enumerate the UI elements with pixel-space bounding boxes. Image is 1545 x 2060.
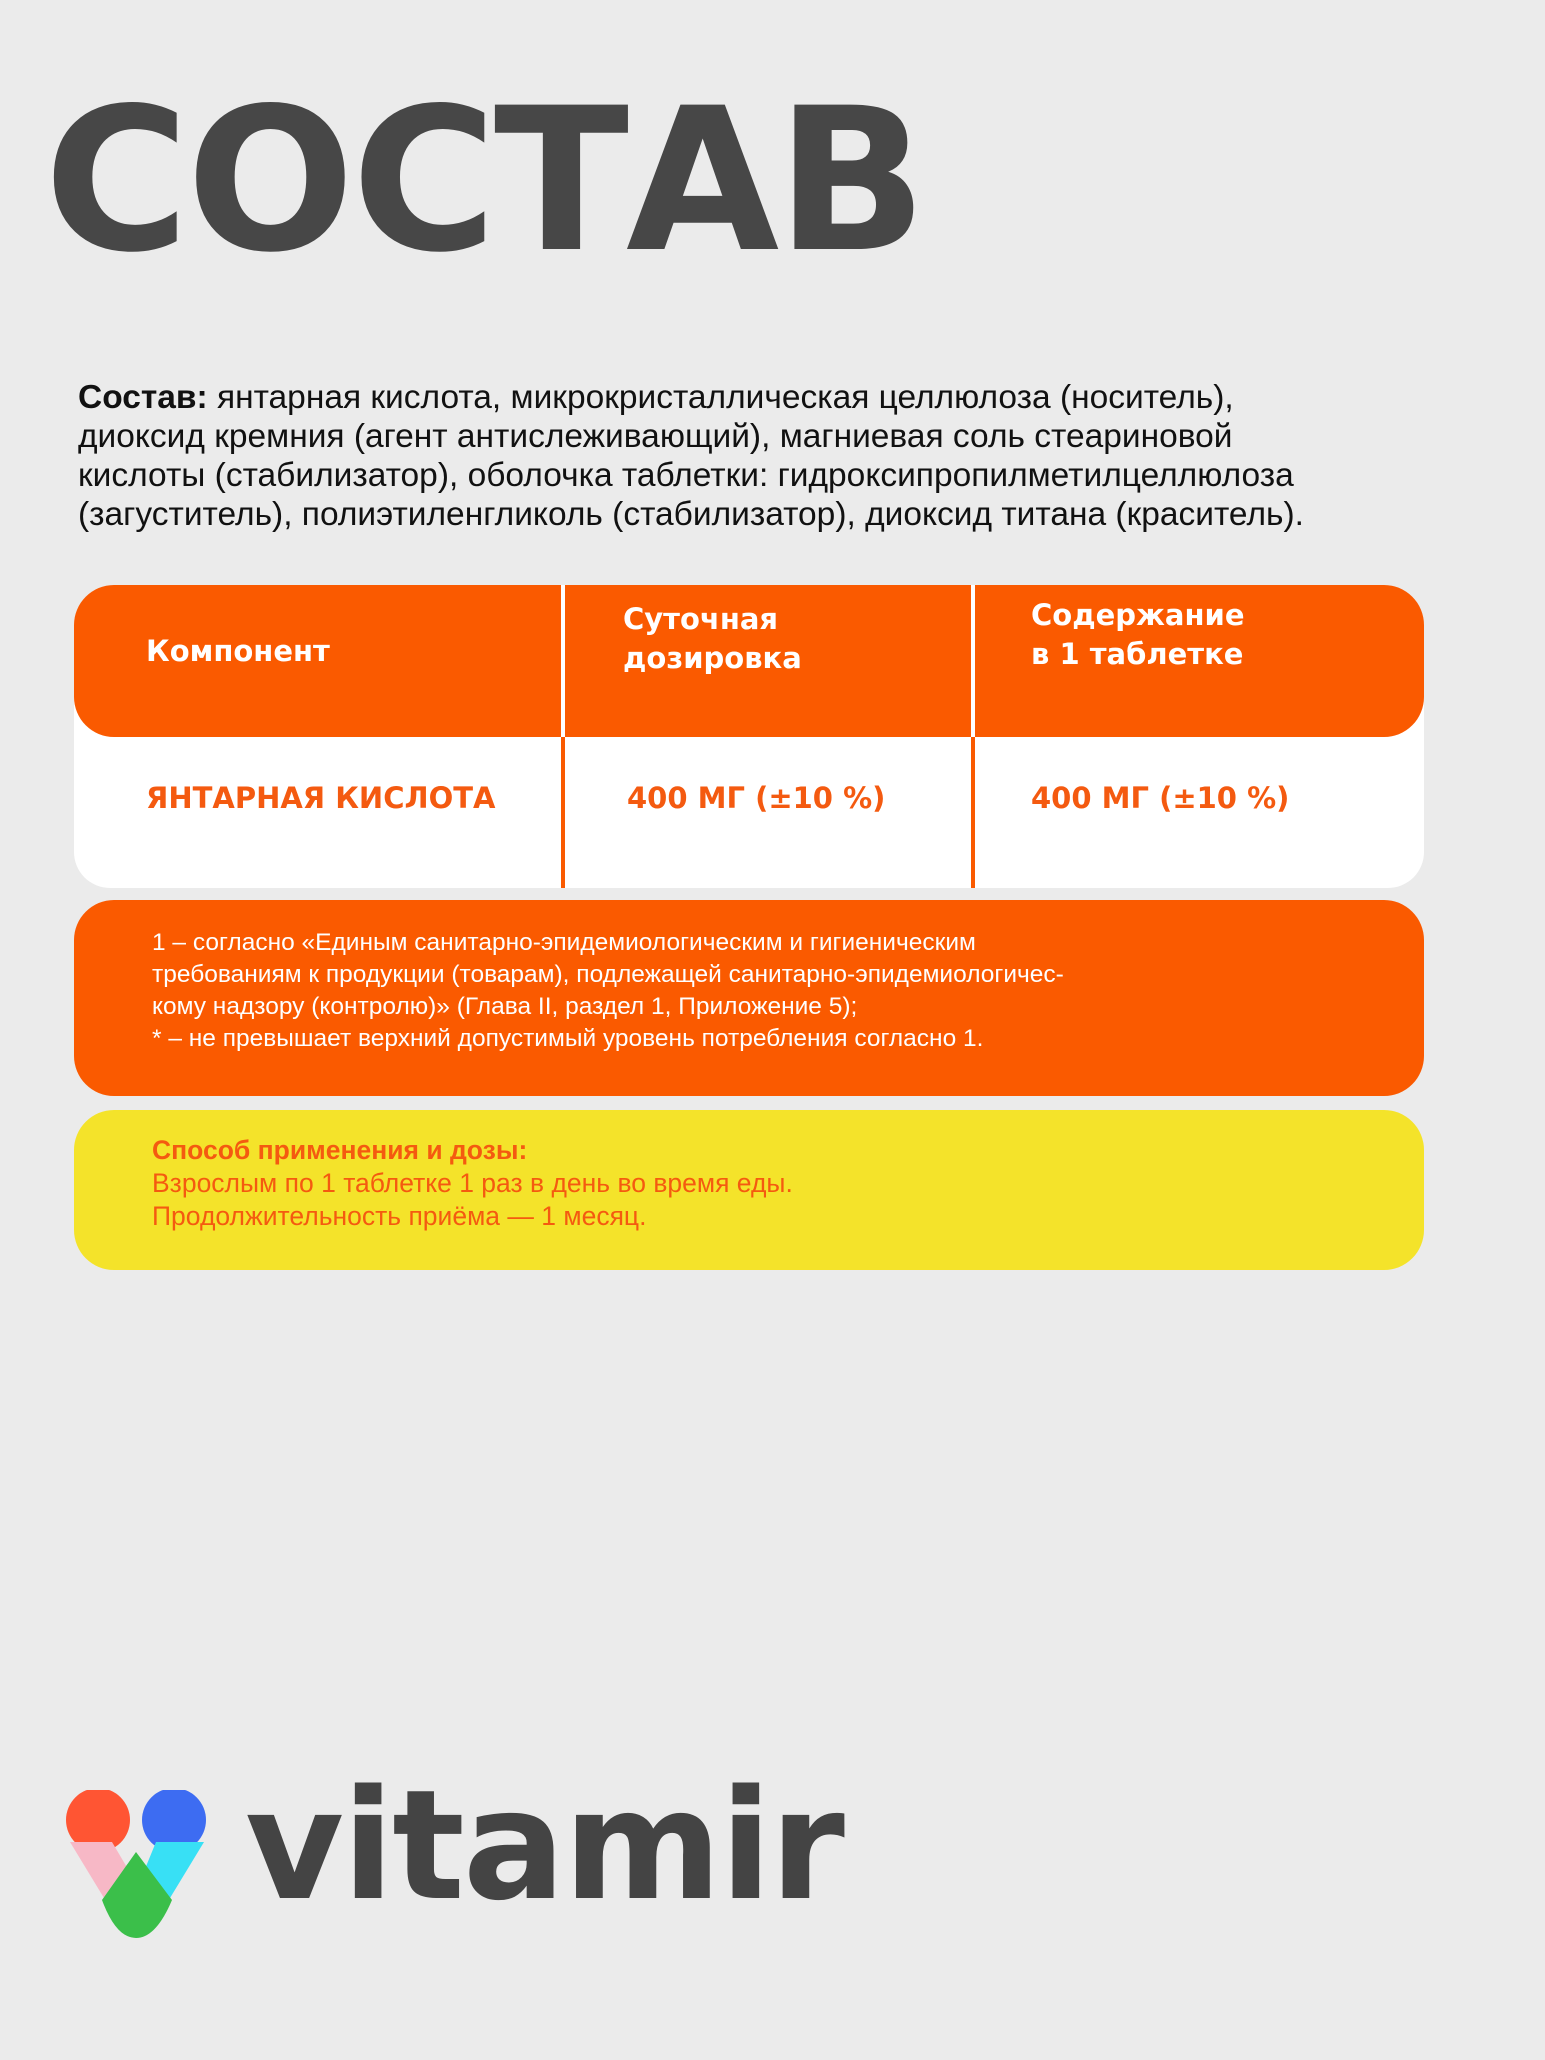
- cell-daily-dose: 400 МГ (±10 %): [627, 781, 886, 815]
- footnote-text: [152, 927, 1352, 1055]
- usage-title: Способ применения и дозы:: [152, 1135, 528, 1165]
- column-divider: [971, 585, 975, 888]
- header-component: Компонент: [146, 634, 330, 668]
- usage-box: [74, 1110, 1424, 1270]
- footnote-line: кому надзору (контролю)» (Глава II, раздел 1, Приложение 5);: [152, 993, 858, 1020]
- column-divider-upper: [561, 585, 565, 737]
- page-title: СОСТАВ: [44, 65, 925, 296]
- footnote-line: 1 – согласно «Единым санитарно-эпидемиологическим и гигиеническим: [152, 929, 976, 956]
- column-divider: [561, 585, 565, 888]
- composition-paragraph: [78, 378, 1478, 534]
- v-heart-logo-icon: [60, 1790, 220, 1940]
- header-daily-dose: Суточная дозировка: [623, 602, 802, 675]
- header-per-tablet: Содержание в 1 таблетке: [1031, 598, 1245, 671]
- composition-line: диоксид кремния (агент антислеживающий), магниевая соль стеариновой: [78, 418, 1233, 455]
- column-divider-upper: [971, 585, 975, 737]
- cell-component: ЯНТАРНАЯ КИСЛОТА: [146, 781, 496, 815]
- composition-line: (загуститель), полиэтиленгликоль (стабилизатор), диоксид титана (краситель).: [78, 496, 1304, 533]
- usage-line: Продолжительность приёма — 1 месяц.: [152, 1201, 647, 1231]
- cell-per-tablet: 400 МГ (±10 %): [1031, 781, 1290, 815]
- usage-line: Взрослым по 1 таблетке 1 раз в день во время еды.: [152, 1168, 793, 1198]
- composition-lead: Состав:: [78, 379, 208, 416]
- dosage-table: [74, 585, 1424, 888]
- composition-line: кислоты (стабилизатор), оболочка таблетки: гидроксипропилметилцеллюлоза: [78, 457, 1294, 494]
- composition-line: янтарная кислота, микрокристаллическая целлюлоза (носитель),: [207, 379, 1234, 416]
- brand-name: vitamir: [245, 1757, 843, 1934]
- footnote-box: [74, 900, 1424, 1096]
- column-divider-lower: [561, 737, 565, 888]
- footnote-line: * – не превышает верхний допустимый уровень потребления согласно 1.: [152, 1025, 984, 1052]
- usage-text: [152, 1134, 793, 1233]
- column-divider-lower: [971, 737, 975, 888]
- footnote-line: требованиям к продукции (товарам), подлежащей санитарно-эпидемиологичес-: [152, 961, 1064, 988]
